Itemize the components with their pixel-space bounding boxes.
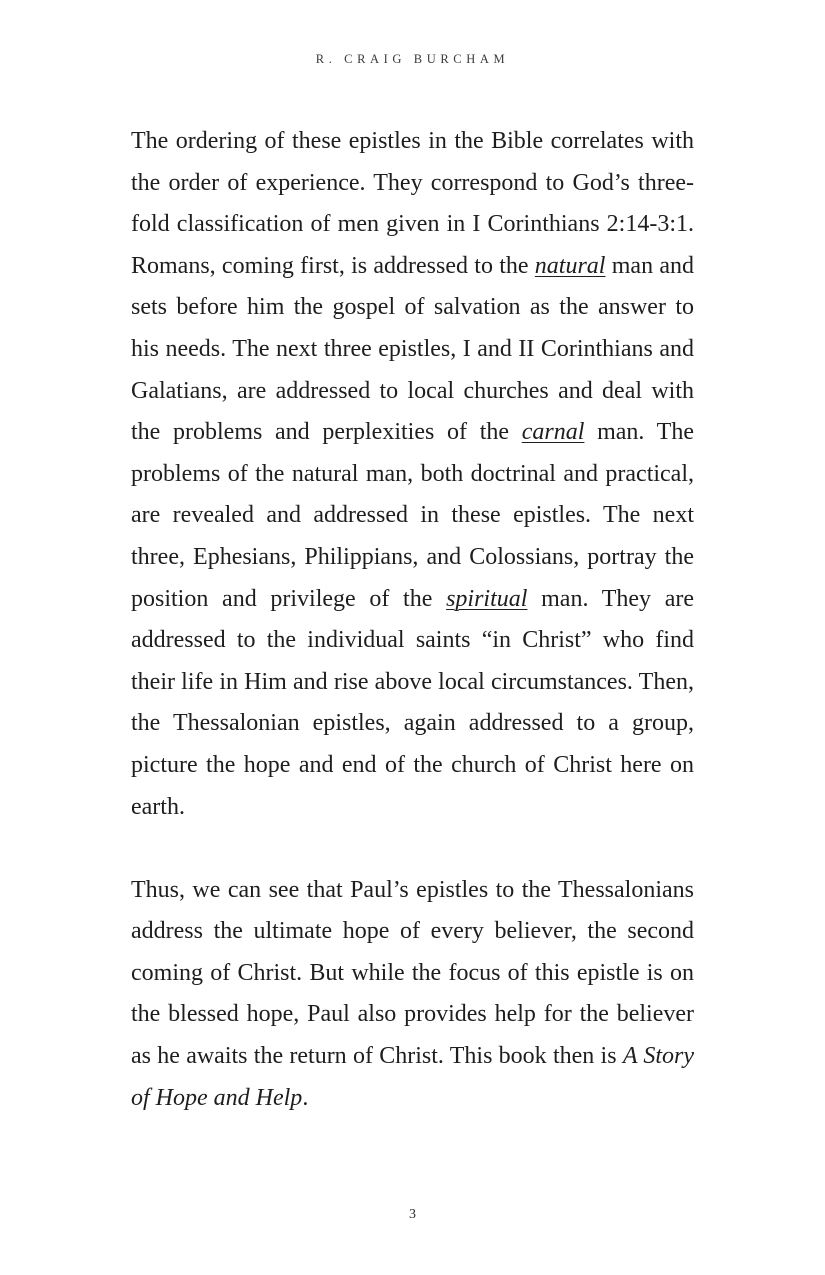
paragraph-1-text-1: The ordering of these epistles in the Bible correlates with the order of experience. They correspond to God’s three-fold classification of men given in I Corinthians 2:14-3:1. Romans, coming first, is addressed to the bbox=[131, 128, 694, 279]
emphasis-carnal: carnal bbox=[521, 419, 585, 446]
paragraph-1-text-3: man. The problems of the natural man, both doctrinal and practical, are revealed and addressed in these epistles. The next three, Ephesians, Philippians, and Colossians, portray the position and privilege of the bbox=[131, 419, 694, 612]
running-head: R. CRAIG BURCHAM bbox=[315, 52, 510, 66]
page-number: 3 bbox=[409, 1207, 416, 1222]
paragraph-2-text-2: . bbox=[302, 1084, 309, 1111]
paragraph-1-text-2: man and sets before him the gospel of salvation as the answer to his needs. The next three epistles, I and II Corinthians and Galatians, are addressed to local churches and deal with the problems and perplexities of the bbox=[131, 252, 694, 446]
book-title: A Story of Hope and Help bbox=[131, 1043, 695, 1111]
paragraph-classification bbox=[131, 121, 694, 828]
paragraph-1-text-4: man. They are addressed to the individual saints “in Christ” who find their life in Him and rise above local circumstances. Then, the Thessalonian epistles, again addressed to a group, picture the hope and end of the church of Christ here on earth. bbox=[131, 585, 695, 820]
paragraph-2-text-1: Thus, we can see that Paul’s epistles to the Thessalonians address the ultimate hope of every believer, the second coming of Christ. But while the focus of this epistle is on the blessed hope, Paul also provides help for the believer as he awaits the return of Christ. This book then is bbox=[131, 876, 694, 1070]
emphasis-spiritual: spiritual bbox=[446, 585, 528, 612]
emphasis-natural: natural bbox=[534, 252, 606, 279]
body-text bbox=[131, 121, 694, 1119]
paragraph-conclusion bbox=[131, 870, 694, 1120]
